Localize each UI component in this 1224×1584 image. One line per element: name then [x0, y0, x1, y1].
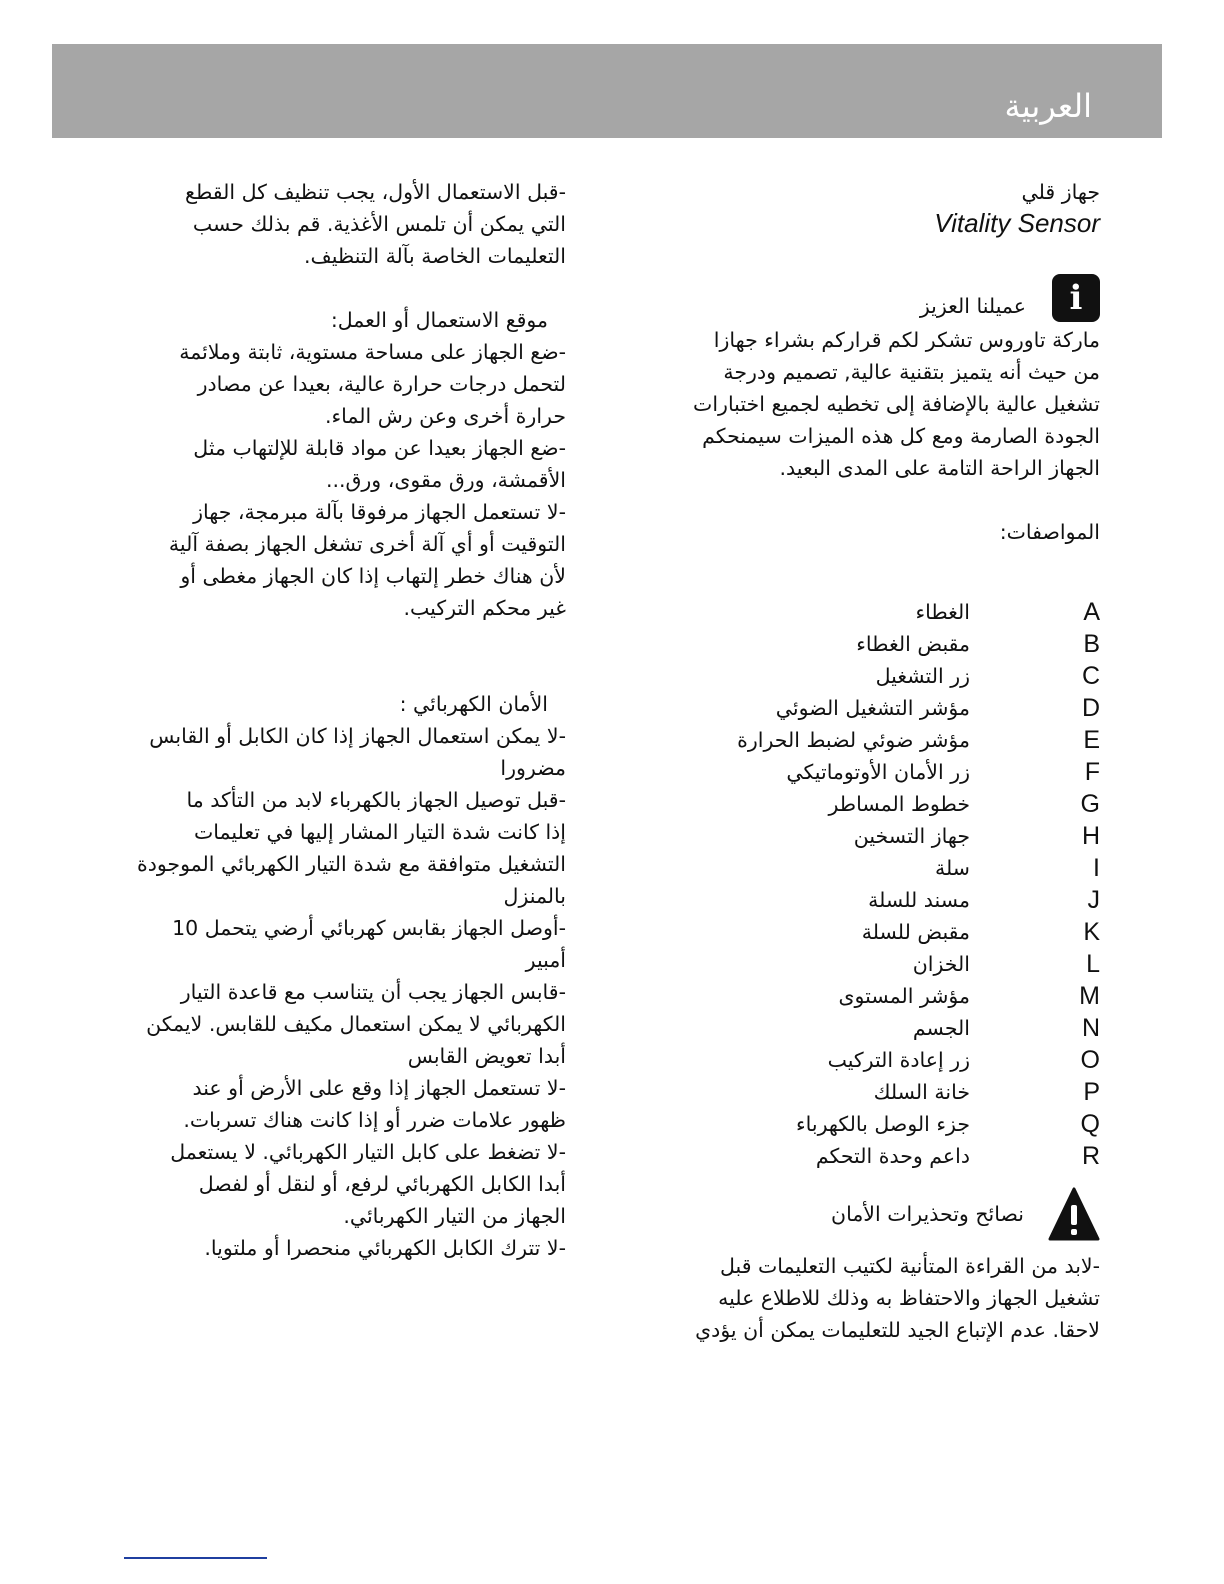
electrical-line: بالمنزل — [503, 884, 566, 908]
part-name: زر إعادة التركيب — [827, 1048, 970, 1072]
part-name: خطوط المساطر — [828, 792, 970, 816]
part-name: خانة السلك — [873, 1080, 970, 1104]
location-heading: موقع الاستعمال أو العمل: — [330, 308, 548, 332]
parts-list — [655, 596, 1100, 1172]
electrical-line: التشغيل متوافقة مع شدة التيار الكهربائي الموجودة — [136, 852, 566, 876]
part-letter: G — [1080, 790, 1100, 818]
part-name: داعم وحدة التحكم — [815, 1144, 970, 1168]
location-line: غير محكم التركيب. — [403, 596, 566, 620]
part-name: مؤشر ضوئي لضبط الحرارة — [737, 728, 970, 752]
thanks-line: تشغيل عالية بالإضافة إلى تخطيه لجميع اختبارات — [693, 392, 1100, 416]
location-line: التوقيت أو أي آلة أخرى تشغل الجهاز بصفة آلية — [168, 532, 566, 556]
part-item — [655, 1012, 1100, 1044]
location-line: الأقمشة، ورق مقوى، ورق... — [325, 468, 566, 492]
part-name: مؤشر التشغيل الضوئي — [775, 696, 970, 720]
electrical-line: الكهربائي لا يمكن استعمال مكيف للقابس. لايمكن — [146, 1012, 566, 1036]
part-letter: E — [1083, 726, 1100, 754]
electrical-line: -لا تستعمل الجهاز إذا وقع على الأرض أو عند — [192, 1076, 566, 1100]
part-item — [655, 852, 1100, 884]
part-item — [655, 884, 1100, 916]
part-item — [655, 1108, 1100, 1140]
part-letter: Q — [1080, 1110, 1100, 1138]
thanks-line: ماركة تاوروس تشكر لكم قراركم بشراء جهازا — [713, 328, 1100, 352]
cleaning-paragraph — [116, 176, 566, 272]
electrical-line: أمبير — [525, 948, 566, 972]
cleaning-line: -قبل الاستعمال الأول، يجب تنظيف كل القطع — [185, 180, 566, 204]
part-item — [655, 596, 1100, 628]
electrical-heading: الأمان الكهربائي : — [399, 692, 548, 716]
part-name: الجسم — [912, 1016, 970, 1040]
language-title: العربية — [1004, 87, 1092, 125]
cleaning-line: التي يمكن أن تلمس الأغذية. قم بذلك حسب — [192, 212, 566, 236]
safety-line: -لابد من القراءة المتأنية لكتيب التعليمات قبل — [719, 1254, 1100, 1278]
part-item — [655, 724, 1100, 756]
electrical-line: -أوصل الجهاز بقابس كهربائي أرضي يتحمل 10 — [172, 916, 566, 940]
part-item — [655, 660, 1100, 692]
location-line: حرارة أخرى وعن رش الماء. — [325, 404, 566, 428]
part-letter: R — [1081, 1142, 1100, 1170]
part-letter: B — [1083, 630, 1100, 658]
part-name: سلة — [935, 856, 970, 880]
specs-heading: المواصفات: — [999, 520, 1100, 544]
part-letter: N — [1081, 1014, 1100, 1042]
part-name: زر التشغيل — [875, 664, 970, 688]
thanks-line: الجودة الصارمة ومع كل هذه الميزات سيمنحكم — [702, 424, 1100, 448]
location-paragraph — [116, 336, 566, 624]
safety-heading: نصائح وتحذيرات الأمان — [831, 1202, 1024, 1226]
right-column — [655, 176, 1100, 1346]
left-column — [116, 176, 566, 1264]
safety-paragraph — [655, 1250, 1100, 1346]
electrical-paragraph — [116, 720, 566, 1264]
part-name: مؤشر المستوى — [838, 984, 970, 1008]
part-item — [655, 916, 1100, 948]
electrical-line: أبدا الكابل الكهربائي لرفع، أو لنقل أو لفصل — [198, 1172, 566, 1196]
part-letter: K — [1083, 918, 1100, 946]
part-item — [655, 1076, 1100, 1108]
part-name: مقبض الغطاء — [856, 632, 970, 656]
electrical-line: -قبل توصيل الجهاز بالكهرباء لابد من التأكد ما — [186, 788, 566, 812]
greeting: عميلنا العزيز — [919, 294, 1026, 318]
part-name: زر الأمان الأوتوماتيكي — [786, 760, 970, 784]
safety-line: لاحقا. عدم الإتباع الجيد للتعليمات يمكن أن يؤدي — [695, 1318, 1100, 1342]
part-name: جهاز التسخين — [853, 824, 970, 848]
part-letter: D — [1081, 694, 1100, 722]
electrical-line: الجهاز من التيار الكهربائي. — [343, 1204, 566, 1228]
part-letter: J — [1087, 886, 1100, 914]
electrical-line: إذا كانت شدة التيار المشار إليها في تعليمات — [193, 820, 566, 844]
part-item — [655, 628, 1100, 660]
thanks-line: الجهاز الراحة التامة على المدى البعيد. — [779, 456, 1100, 480]
part-name: الخزان — [912, 952, 970, 976]
part-name: جزء الوصل بالكهرباء — [796, 1112, 970, 1136]
part-item — [655, 948, 1100, 980]
location-line: -ضع الجهاز بعيدا عن مواد قابلة للإلتهاب مثل — [193, 436, 566, 460]
info-icon: i — [1052, 274, 1100, 322]
thanks-paragraph — [655, 324, 1100, 484]
location-line: -ضع الجهاز على مساحة مستوية، ثابتة وملائمة — [179, 340, 566, 364]
part-item — [655, 788, 1100, 820]
part-item — [655, 756, 1100, 788]
electrical-line: -قابس الجهاز يجب أن يتناسب مع قاعدة التيار — [180, 980, 566, 1004]
electrical-line: -لا يمكن استعمال الجهاز إذا كان الكابل أو القابس — [149, 724, 566, 748]
warning-icon — [1048, 1186, 1100, 1242]
part-letter: C — [1081, 662, 1100, 690]
safety-line: تشغيل الجهاز والاحتفاظ به وذلك للاطلاع عليه — [718, 1286, 1100, 1310]
cleaning-line: التعليمات الخاصة بآلة التنظيف. — [304, 244, 566, 268]
electrical-line: -لا تضغط على كابل التيار الكهربائي. لا يستعمل — [170, 1140, 566, 1164]
part-letter: O — [1080, 1046, 1100, 1074]
electrical-line: أبدا تعويض القابس — [407, 1044, 566, 1068]
electrical-line: ظهور علامات ضرر أو إذا كانت هناك تسربات. — [183, 1108, 566, 1132]
location-line: لأن هناك خطر إلتهاب إذا كان الجهاز مغطى أو — [180, 564, 566, 588]
electrical-line: -لا تترك الكابل الكهربائي منحصرا أو ملتويا. — [204, 1236, 566, 1260]
part-letter: I — [1093, 854, 1100, 882]
product-label: جهاز قلي — [1021, 180, 1100, 204]
part-name: مسند للسلة — [868, 888, 970, 912]
part-item — [655, 820, 1100, 852]
part-item — [655, 692, 1100, 724]
part-letter: P — [1083, 1078, 1100, 1106]
thanks-line: من حيث أنه يتميز بتقنية عالية, تصميم ودرجة — [723, 360, 1100, 384]
part-item — [655, 1140, 1100, 1172]
part-item — [655, 1044, 1100, 1076]
part-name: الغطاء — [915, 600, 970, 624]
greeting-row — [655, 274, 1100, 324]
location-line: -لا تستعمل الجهاز مرفوقا بآلة مبرمجة، جهاز — [193, 500, 566, 524]
part-name: مقبض للسلة — [861, 920, 970, 944]
part-letter: A — [1083, 598, 1100, 626]
location-line: لتحمل درجات حرارة عالية، بعيدا عن مصادر — [197, 372, 566, 396]
part-letter: F — [1084, 758, 1100, 786]
model-name: Vitality Sensor — [934, 208, 1100, 238]
footer-rule — [124, 1557, 267, 1559]
part-letter: H — [1081, 822, 1100, 850]
part-letter: M — [1079, 982, 1100, 1010]
language-header-band — [52, 44, 1162, 138]
electrical-line: مضرورا — [500, 756, 566, 780]
part-letter: L — [1086, 950, 1100, 978]
safety-heading-row — [655, 1186, 1100, 1250]
part-item — [655, 980, 1100, 1012]
